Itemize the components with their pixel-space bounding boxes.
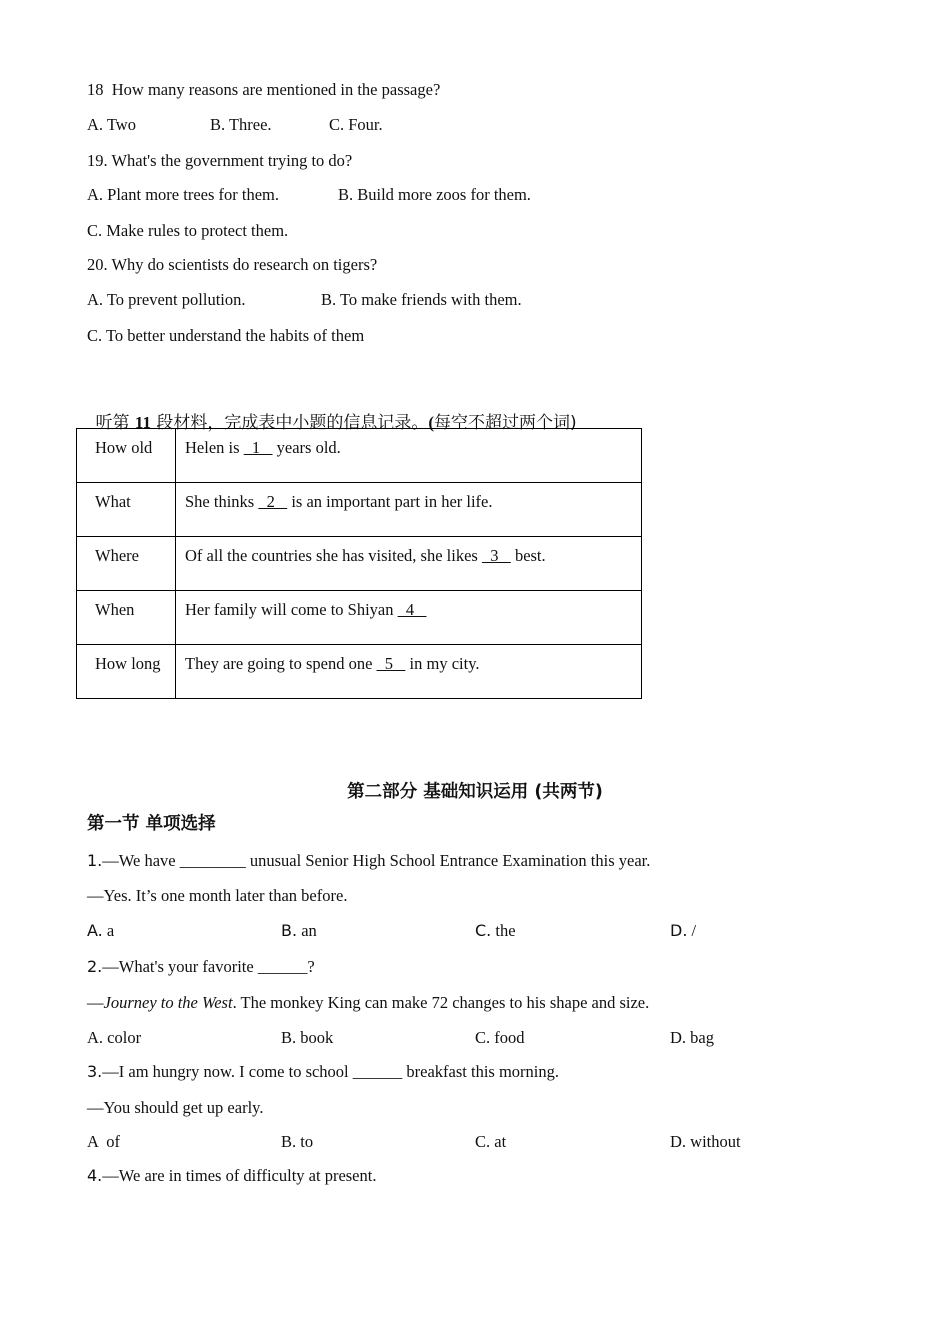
q3-text: —I am hungry now. I come to school ______ breakfast this morning. (102, 1062, 559, 1081)
row-text-after: years old. (272, 438, 341, 457)
answer-blank: 4 (397, 600, 427, 619)
row-key: How long (77, 645, 176, 699)
row-value (176, 537, 642, 591)
q2-text: —What's your favorite ______? (102, 957, 315, 976)
table-row (77, 537, 642, 591)
q3-option-a: A of (87, 1132, 120, 1151)
q19-option-c: C. Make rules to protect them. (87, 221, 289, 240)
row-text-before: Her family will come to Shiyan (185, 600, 398, 619)
q20-option-b: B. To make friends with them. (321, 290, 522, 309)
q3-option-b: B. to (281, 1132, 314, 1151)
q20-stem: 20. Why do scientists do research on tigers? (87, 255, 378, 274)
q1-reply: —Yes. It’s one month later than before. (87, 886, 348, 905)
q1-option-c-letter: C. (475, 921, 492, 940)
q2-reply-title: Journey to the West (103, 993, 233, 1012)
row-text-after: is an important part in her life. (287, 492, 493, 511)
q18-option-a: A. Two (87, 115, 136, 134)
q1-option-d (670, 921, 696, 941)
row-value (176, 591, 642, 645)
row-key: How old (77, 429, 176, 483)
answer-blank: 1 (243, 438, 273, 457)
row-text-after: best. (510, 546, 546, 565)
q3-option-d: D. without (670, 1132, 741, 1151)
q19-stem: 19. What's the government trying to do? (87, 151, 353, 170)
q2-option-c: C. food (475, 1028, 525, 1047)
table-row (77, 429, 642, 483)
q1-option-d-letter: D. (670, 921, 688, 940)
section-title: 第一节 单项选择 (87, 814, 216, 834)
q3-reply: —You should get up early. (87, 1098, 264, 1117)
row-text-before: They are going to spend one (185, 654, 377, 673)
answer-blank: 3 (481, 546, 511, 565)
q2-reply-rest: . The monkey King can make 72 changes to his shape and size. (232, 993, 650, 1012)
q1-option-b (281, 921, 317, 941)
q1-option-a-letter: A. (87, 921, 103, 940)
row-key: Where (77, 537, 176, 591)
q4-stem (87, 1166, 376, 1186)
q20-option-a: A. To prevent pollution. (87, 290, 246, 309)
q2-reply-dash: — (87, 993, 104, 1012)
instruction-paren: ( (428, 413, 435, 432)
q1-option-b-text: an (297, 921, 317, 940)
row-text-before: Of all the countries she has visited, she likes (185, 546, 482, 565)
table-row (77, 483, 642, 537)
row-key: What (77, 483, 176, 537)
row-value (176, 483, 642, 537)
answer-blank: 5 (376, 654, 406, 673)
q2-reply (87, 993, 649, 1013)
q1-option-c (475, 921, 516, 941)
q19-option-a: A. Plant more trees for them. (87, 185, 279, 204)
instruction-prefix: 听第 (95, 413, 135, 433)
q2-option-b: B. book (281, 1028, 334, 1047)
instruction-middle: 段材料，完成表中小题的信息记录。 (150, 413, 429, 433)
q1-option-b-letter: B. (281, 921, 298, 940)
q4-text: —We are in times of difficulty at present. (102, 1166, 377, 1185)
q1-option-c-text: the (491, 921, 516, 940)
row-text-before: She thinks (185, 492, 259, 511)
q1-option-d-text: / (687, 921, 697, 940)
row-key: When (77, 591, 176, 645)
q2-stem (87, 957, 315, 977)
instruction-num: 11 (134, 413, 151, 432)
info-table (76, 428, 642, 699)
q1-number: 1. (87, 851, 103, 870)
row-value (176, 645, 642, 699)
q3-number: 3. (87, 1062, 103, 1081)
q1-option-a (87, 921, 114, 941)
q2-option-d: D. bag (670, 1028, 714, 1047)
q1-text: —We have ________ unusual Senior High School Entrance Examination this year. (102, 851, 651, 870)
row-text-after: in my city. (405, 654, 480, 673)
q19-option-b: B. Build more zoos for them. (338, 185, 531, 204)
q2-number: 2. (87, 957, 103, 976)
listening-instruction (87, 393, 577, 433)
row-value (176, 429, 642, 483)
table-row (77, 591, 642, 645)
table-row (77, 645, 642, 699)
q4-number: 4. (87, 1166, 103, 1185)
q1-option-a-text: a (102, 921, 115, 940)
q20-option-c: C. To better understand the habits of them (87, 326, 365, 345)
q3-stem (87, 1062, 559, 1082)
q18-stem: 18 How many reasons are mentioned in the passage? (87, 80, 441, 99)
q18-option-c: C. Four. (329, 115, 383, 134)
instruction-suffix: 每空不超过两个词) (434, 413, 577, 433)
q3-option-c: C. at (475, 1132, 507, 1151)
answer-blank: 2 (258, 492, 288, 511)
q18-option-b: B. Three. (210, 115, 272, 134)
q2-option-a: A. color (87, 1028, 142, 1047)
part2-heading: 第二部分 基础知识运用 (共两节) (347, 782, 603, 802)
row-text-before: Helen is (185, 438, 244, 457)
q1-stem (87, 851, 650, 871)
